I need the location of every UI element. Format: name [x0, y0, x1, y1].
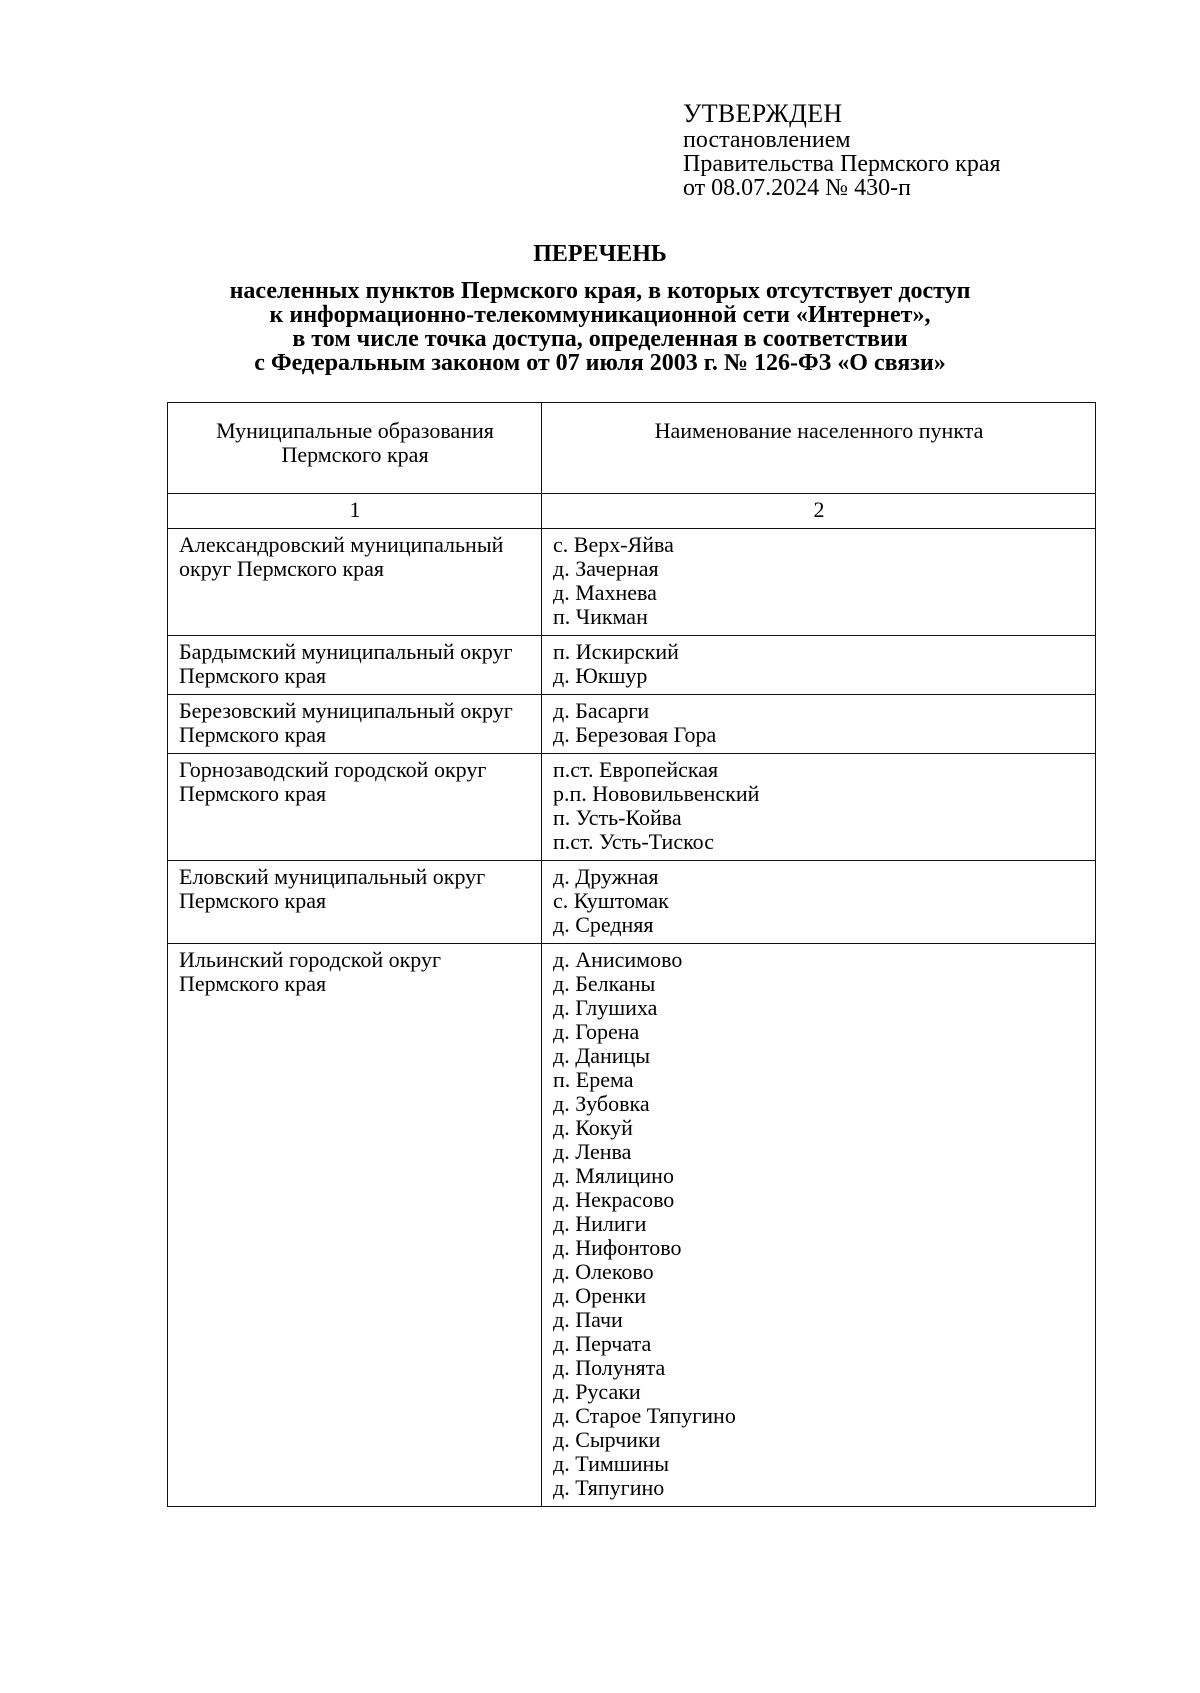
settlement-name: д. Дружная [553, 864, 659, 889]
settlement-name: д. Оренки [553, 1283, 647, 1308]
document-title: ПЕРЕЧЕНЬ [533, 241, 667, 267]
municipality-name: Березовский муниципальный округ Пермского края [179, 698, 513, 747]
column-number-row [168, 494, 1096, 529]
table-row [168, 636, 1096, 695]
settlements-cell [542, 636, 1096, 695]
settlement-name: д. Зачерная [553, 556, 659, 581]
settlement-name: д. Пачи [553, 1307, 623, 1332]
settlement-name: д. Полунята [553, 1355, 666, 1380]
municipality-cell [168, 944, 542, 1507]
settlements-cell [542, 529, 1096, 636]
municipality-name: Александровский муниципальный округ Пермского края [179, 532, 504, 581]
municipality-cell [168, 636, 542, 695]
settlement-name: д. Зубовка [553, 1091, 650, 1116]
approval-line-2: Правительства Пермского края [683, 151, 1001, 177]
settlement-name: д. Тимшины [553, 1451, 670, 1476]
municipality-cell [168, 695, 542, 754]
table-row [168, 695, 1096, 754]
settlement-name: д. Русаки [553, 1379, 641, 1404]
settlements-cell [542, 695, 1096, 754]
settlement-name: п.ст. Европейская [553, 757, 719, 782]
settlement-name: д. Ленва [553, 1139, 632, 1164]
settlement-name: д. Березовая Гора [553, 722, 717, 747]
column-number: 2 [542, 494, 1096, 529]
settlement-name: д. Тяпугино [553, 1475, 665, 1500]
municipality-name: Бардымский муниципальный округ Пермского края [179, 639, 513, 688]
settlement-name: п. Ерема [553, 1067, 634, 1092]
subtitle-line: с Федеральным законом от 07 июля 2003 г. № 126-ФЗ «О связи» [254, 350, 946, 376]
settlement-name: д. Мялицино [553, 1163, 674, 1188]
settlement-name: д. Некрасово [553, 1187, 675, 1212]
settlement-name: д. Махнева [553, 580, 657, 605]
table-body [168, 494, 1096, 1507]
subtitle-line: к информационно-телекоммуникационной сети «Интернет», [269, 302, 931, 328]
approval-heading: УТВЕРЖДЕН [683, 99, 843, 128]
settlement-name: с. Куштомак [553, 888, 669, 913]
approval-line-3: от 08.07.2024 № 430-п [683, 175, 911, 201]
subtitle-line: в том числе точка доступа, определенная в соответствии [292, 326, 908, 352]
approval-stamp [683, 100, 1103, 200]
settlement-name: п. Чикман [553, 604, 648, 629]
municipality-cell [168, 754, 542, 861]
approval-line-1: постановлением [683, 127, 851, 153]
settlement-name: д. Басарги [553, 698, 650, 723]
settlement-name: д. Старое Тяпугино [553, 1403, 736, 1428]
settlement-name: д. Перчата [553, 1331, 652, 1356]
subtitle-line: населенных пунктов Пермского края, в которых отсутствует доступ [229, 278, 971, 304]
settlements-cell [542, 861, 1096, 944]
column-number: 1 [168, 494, 542, 529]
table-row [168, 529, 1096, 636]
settlement-name: д. Олеково [553, 1259, 654, 1284]
settlement-name: д. Нилиги [553, 1211, 647, 1236]
header-municipality: Муниципальные образования Пермского края [168, 403, 542, 494]
settlement-name: д. Нифонтово [553, 1235, 682, 1260]
settlement-name: д. Глушиха [553, 995, 658, 1020]
table-row [168, 861, 1096, 944]
settlement-name: р.п. Нововильвенский [553, 781, 760, 806]
settlement-name: п. Искирский [553, 639, 679, 664]
municipality-name: Еловский муниципальный округ Пермского края [179, 864, 486, 913]
settlements-table [167, 402, 1096, 1507]
settlement-name: п.ст. Усть-Тискос [553, 829, 714, 854]
settlement-name: с. Верх-Яйва [553, 532, 674, 557]
table-header-row [168, 403, 1096, 494]
settlement-name: д. Белканы [553, 971, 656, 996]
document-subtitle [150, 279, 1050, 375]
settlement-name: д. Средняя [553, 912, 654, 937]
municipality-name: Ильинский городской округ Пермского края [179, 947, 442, 996]
settlements-cell [542, 944, 1096, 1507]
settlements-cell [542, 754, 1096, 861]
municipality-name: Горнозаводский городской округ Пермского края [179, 757, 487, 806]
settlement-name: д. Кокуй [553, 1115, 633, 1140]
table-row [168, 754, 1096, 861]
header-settlement: Наименование населенного пункта [542, 403, 1096, 494]
municipality-cell [168, 861, 542, 944]
settlement-name: д. Анисимово [553, 947, 683, 972]
settlement-name: д. Сырчики [553, 1427, 661, 1452]
settlement-name: п. Усть-Койва [553, 805, 682, 830]
municipality-cell [168, 529, 542, 636]
table-row [168, 944, 1096, 1507]
settlement-name: д. Юкшур [553, 663, 648, 688]
settlement-name: д. Даницы [553, 1043, 651, 1068]
settlement-name: д. Горена [553, 1019, 640, 1044]
